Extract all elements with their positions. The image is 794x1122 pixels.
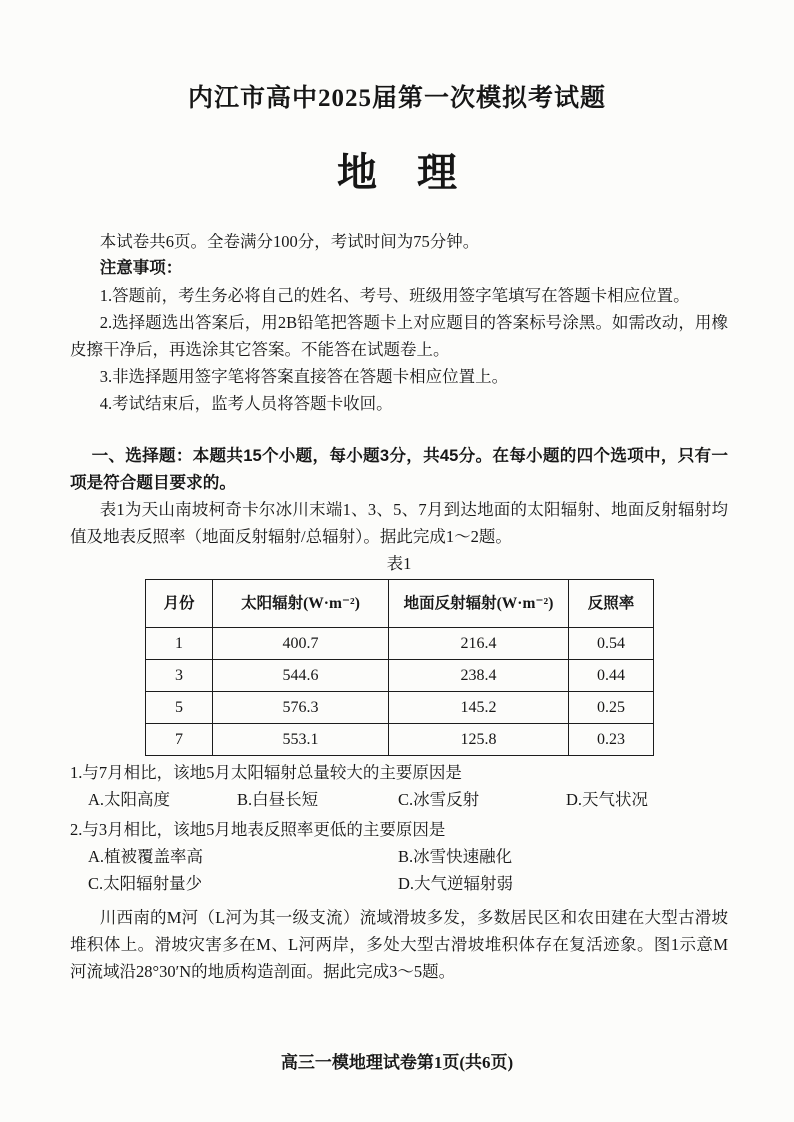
subject-title: 地 理	[337, 150, 457, 195]
table-cell: 400.7	[213, 628, 389, 660]
question-2-stem: 2.与3月相比，该地5月地表反照率更低的主要原因是	[70, 820, 446, 839]
table1	[145, 579, 654, 756]
table-row	[146, 724, 654, 756]
table-cell: 238.4	[389, 660, 569, 692]
table-cell: 7	[146, 724, 213, 756]
table-cell: 0.44	[569, 660, 654, 692]
question-2-option-d: D.大气逆辐射弱	[398, 874, 514, 893]
table1-header-reflected-radiation: 地面反射辐射(W·m⁻²)	[389, 580, 569, 628]
table1-header-solar-radiation: 太阳辐射(W·m⁻²)	[213, 580, 389, 628]
question-2-options-row-2	[70, 870, 728, 897]
question-1-option-b: B.白昼长短	[237, 790, 319, 809]
table-cell: 0.54	[569, 628, 654, 660]
notice-item-1: 1.答题前，考生务必将自己的姓名、考号、班级用签字笔填写在答题卡相应位置。	[99, 286, 690, 305]
question-2-option-b: B.冰雪快速融化	[398, 847, 513, 866]
table1-header-month: 月份	[146, 580, 213, 628]
table1-caption: 表1	[386, 554, 412, 573]
section-heading: 一、选择题：本题共15个小题，每小题3分，共45分。在每小题的四个选项中，只有一项是符合题目要求的。	[70, 446, 728, 492]
passage-2: 川西南的M河（L河为其一级支流）流域滑坡多发，多数居民区和农田建在大型古滑坡堆积体上。滑坡灾害多在M、L河两岸，多处大型古滑坡堆积体存在复活迹象。图1示意M河流域沿28°30′N的地质构造剖面。据此完成3～5题。	[70, 908, 728, 981]
table-cell: 0.25	[569, 692, 654, 724]
passage-1: 表1为天山南坡柯奇卡尔冰川末端1、3、5、7月到达地面的太阳辐射、地面反射辐射均值及地表反照率（地面反射辐射/总辐射）。据此完成1～2题。	[70, 500, 728, 546]
question-1-option-a: A.太阳高度	[88, 790, 171, 809]
question-2-option-c: C.太阳辐射量少	[88, 874, 203, 893]
exam-title: 内江市高中2025届第一次模拟考试题	[187, 85, 606, 112]
question-2-options-row-1	[70, 843, 728, 870]
table-cell: 5	[146, 692, 213, 724]
table-row	[146, 628, 654, 660]
question-1-option-d: D.天气状况	[566, 790, 649, 809]
exam-info: 本试卷共6页。全卷满分100分，考试时间为75分钟。	[99, 232, 480, 251]
table1-block	[70, 551, 728, 756]
page-footer: 高三一模地理试卷第1页(共6页)	[280, 1053, 514, 1072]
table-cell: 0.23	[569, 724, 654, 756]
table-cell: 125.8	[389, 724, 569, 756]
question-1-option-c: C.冰雪反射	[398, 790, 480, 809]
table-row	[146, 692, 654, 724]
table-row	[146, 660, 654, 692]
question-1-options	[70, 786, 728, 813]
table-cell: 1	[146, 628, 213, 660]
notice-heading: 注意事项：	[99, 259, 183, 277]
table-cell: 145.2	[389, 692, 569, 724]
notice-item-4: 4.考试结束后，监考人员将答题卡收回。	[99, 394, 393, 413]
notice-item-3: 3.非选择题用签字笔将答案直接答在答题卡相应位置上。	[99, 367, 509, 386]
notice-item-2: 2.选择题选出答案后，用2B铅笔把答题卡上对应题目的答案标号涂黑。如需改动，用橡皮擦干净后，再选涂其它答案。不能答在试题卷上。	[70, 313, 728, 359]
question-1-stem: 1.与7月相比，该地5月太阳辐射总量较大的主要原因是	[70, 763, 462, 782]
page-body	[70, 228, 728, 985]
question-2-option-a: A.植被覆盖率高	[88, 847, 204, 866]
table-cell: 553.1	[213, 724, 389, 756]
table1-header-row	[146, 580, 654, 628]
table-cell: 3	[146, 660, 213, 692]
table1-header-albedo: 反照率	[569, 580, 654, 628]
table-cell: 216.4	[389, 628, 569, 660]
table-cell: 544.6	[213, 660, 389, 692]
table-cell: 576.3	[213, 692, 389, 724]
